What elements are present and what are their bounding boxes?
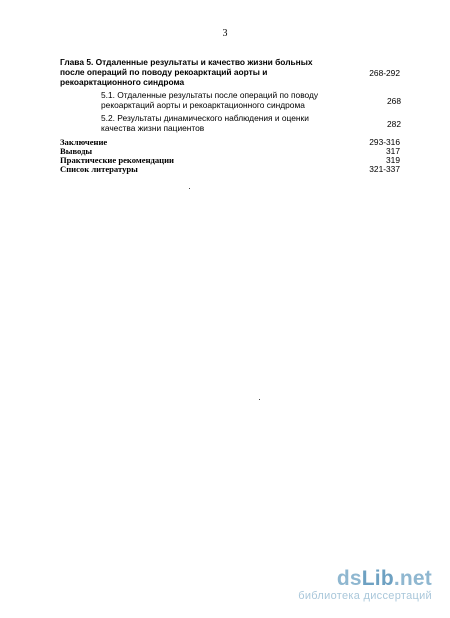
toc-entry-title: Заключение (60, 137, 108, 147)
toc-entry-title: Список литературы (60, 164, 138, 174)
toc-entry-pages: 321-337 (369, 164, 400, 174)
toc-entry-title: Выводы (60, 146, 93, 156)
toc-entry-pages: 293-316 (369, 137, 400, 147)
table-of-contents (60, 57, 400, 173)
watermark-logo-net: .net (393, 567, 432, 590)
scan-speck (259, 399, 260, 400)
watermark-subtitle: библиотека диссертаций (298, 590, 432, 602)
toc-entry-recommendations (60, 155, 400, 164)
toc-entry-title: 5.1. Отдаленные результаты после операций по поводу рекоарктаций аорты и рекоарктационного синдрома (101, 90, 319, 110)
scan-speck (189, 188, 190, 189)
toc-entry-pages: 317 (386, 146, 400, 156)
watermark-logo (298, 568, 432, 590)
page-number: 3 (222, 28, 228, 39)
toc-entry-pages: 268 (387, 96, 401, 106)
toc-entry-pages: 319 (386, 155, 400, 165)
toc-entry-references (60, 164, 400, 173)
toc-entry-title: Глава 5. Отдаленные результаты и качество жизни больных после операций по поводу рекоарктаций аорты и рекоарктационного синдрома (60, 57, 313, 87)
toc-entry-section-5-2 (101, 113, 400, 133)
watermark-logo-lib: Lib (361, 567, 394, 590)
toc-entry-section-5-1 (101, 90, 400, 110)
toc-entry-pages: 268-292 (369, 68, 400, 78)
toc-entry-chapter-5 (60, 57, 400, 87)
toc-entry-title: 5.2. Результаты динамического наблюдения и оценки качества жизни пациентов (101, 113, 309, 133)
watermark-logo-ds: ds (336, 567, 362, 590)
watermark (298, 568, 432, 603)
toc-entry-conclusion (60, 137, 400, 146)
toc-entry-findings (60, 146, 400, 155)
toc-entry-title: Практические рекомендации (60, 155, 175, 165)
toc-entry-pages: 282 (387, 119, 401, 129)
